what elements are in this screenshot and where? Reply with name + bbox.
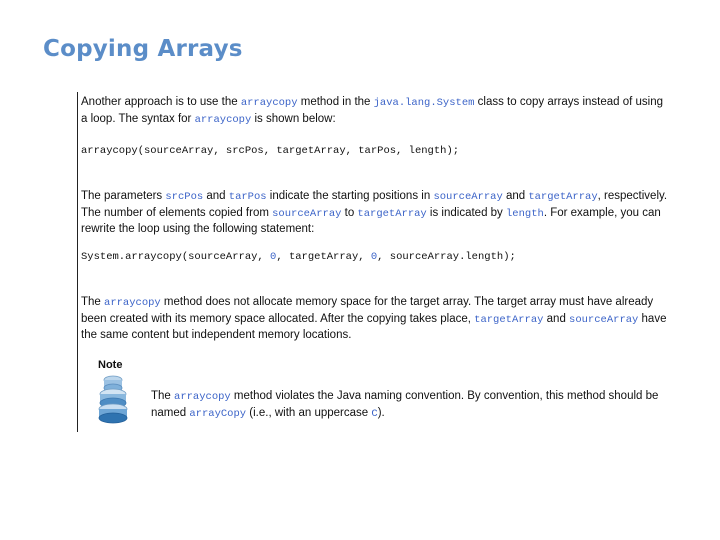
code-targetarray: targetArray [357, 207, 427, 220]
paragraph-memory: The arraycopy method does not allocate memory space for the target array. The target array must have already been created with its memory space allocated. After the copying takes place, targetArray and sourceArray have the same content but independent memory locations. [81, 296, 667, 341]
note-text: The arraycopy method violates the Java naming convention. By convention, this method should be named arrayCopy (i.e., with an uppercase C). [151, 390, 659, 420]
code-arraycopy: arraycopy [240, 97, 298, 109]
stacked-books-icon [96, 372, 130, 437]
slide-title: Copying Arrays [43, 36, 243, 62]
note-label: Note [98, 359, 123, 371]
code-targetarray: targetArray [528, 191, 598, 203]
paragraph-arraycopy-intro: Another approach is to use the arraycopy method in the java.lang.System class to copy arrays instead of using a loop. The syntax for arraycopy is shown below: [81, 96, 664, 126]
example-statement-line: System.arraycopy(sourceArray, 0, targetArray, 0, sourceArray.length); [81, 251, 516, 263]
code-sourcearray: sourceArray [272, 207, 342, 220]
code-arraycopy: arraycopy [174, 391, 231, 403]
code-arraycopy: arraycopy [194, 113, 252, 126]
syntax-code-line: arraycopy(sourceArray, srcPos, targetArray, tarPos, length); [81, 145, 460, 157]
code-uppercase-c: C [371, 407, 378, 420]
code-arraycopy: arraycopy [104, 297, 161, 309]
code-java-lang-system: java.lang.System [373, 97, 475, 109]
code-sourcearray: sourceArray [433, 191, 503, 203]
content-panel [77, 92, 678, 432]
code-sourcearray: sourceArray [569, 313, 639, 326]
paragraph-parameters: The parameters srcPos and tarPos indicate the starting positions in sourceArray and targetArray, respectively. The number of elements copied from sourceArray to targetArray is indicated by length. For example, you can rewrite the loop using the following statement: [81, 190, 668, 235]
code-tarpos: tarPos [228, 191, 267, 203]
code-srcpos: srcPos [165, 191, 204, 203]
code-targetarray: targetArray [474, 313, 544, 326]
code-length: length [506, 207, 544, 220]
code-arraycopy-camel: arrayCopy [189, 407, 247, 420]
